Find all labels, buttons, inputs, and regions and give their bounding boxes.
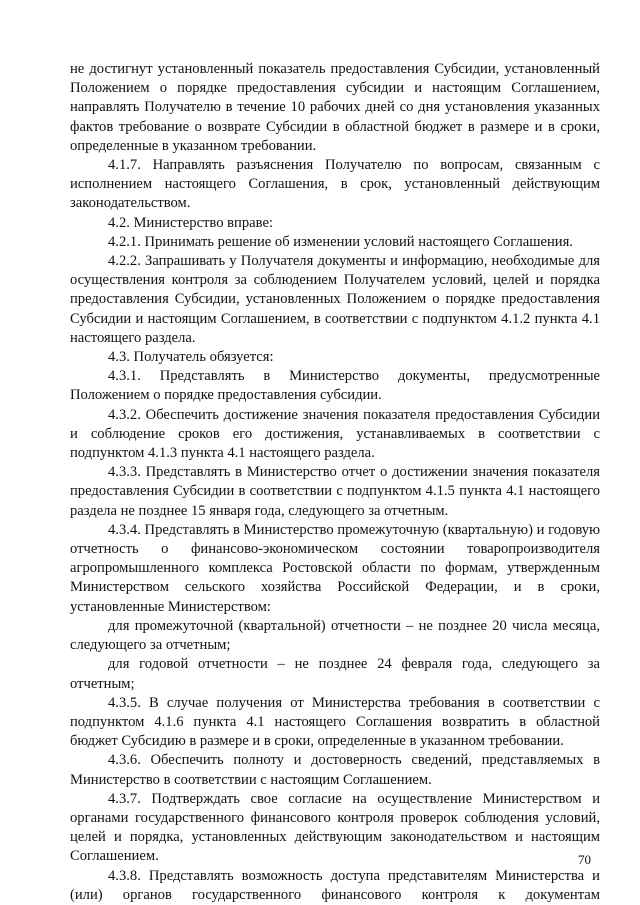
paragraph-4-3-8: 4.3.8. Представлять возможность доступа представителям Министерства и (или) органов государственного финансового контроля к документам bbox=[70, 867, 600, 903]
paragraph-4-3-7: 4.3.7. Подтверждать свое согласие на осуществление Министерством и органами государственного финансового контроля проверок соблюдения условий, целей и порядка, установленных действующим законодательством и настоящим Соглашением. bbox=[70, 790, 600, 865]
document-body bbox=[70, 60, 600, 905]
paragraph-4-3-5: 4.3.5. В случае получения от Министерства требования в соответствии с подпунктом 4.1.6 пункта 4.1 настоящего Соглашения возвратить в областной бюджет Субсидию в размере и в сроки, определенные в указанном требовании. bbox=[70, 694, 600, 750]
paragraph-4-1-7: 4.1.7. Направлять разъяснения Получателю по вопросам, связанным с исполнением настоящего Соглашения, в срок, установленный действующим законодательством. bbox=[70, 157, 600, 212]
paragraph-4-3-4: 4.3.4. Представлять в Министерство промежуточную (квартальную) и годовую отчетность о финансово-экономическом состоянии товаропроизводителя агропромышленного комплекса Ростовской области по формам, утвержденным Министерством сельского хозяйства Российской Федерации, и в сроки, установленные Министерством: bbox=[70, 521, 600, 615]
paragraph-4-3-3: 4.3.3. Представлять в Министерство отчет о достижении значения показателя предоставления Субсидии в соответствии с подпунктом 4.1.5 пункта 4.1 настоящего раздела не позднее 15 января года, следующего за отчетным. bbox=[70, 464, 600, 519]
paragraph-4-3: 4.3. Получатель обязуется: bbox=[108, 349, 274, 366]
page-number: 70 bbox=[578, 852, 591, 867]
paragraph-continuation: не достигнут установленный показатель предоставления Субсидии, установленный Положением о порядке предоставления субсидии и настоящим Соглашением, направлять Получателю в течение 10 рабочих дней со дня установления указанных фактов требование о возврате Субсидии в областной бюджет в размере и в сроки, определенные в указанном требовании. bbox=[70, 61, 600, 154]
paragraph-4-3-2: 4.3.2. Обеспечить достижение значения показателя предоставления Субсидии и соблюдение сроков его достижения, устанавливаемых в соответствии с подпунктом 4.1.3 пункта 4.1 настоящего раздела. bbox=[70, 406, 600, 462]
paragraph-4-2-2: 4.2.2. Запрашивать у Получателя документы и информацию, необходимые для осуществления контроля за соблюдением Получателем условий, целей и порядка предоставления Субсидии, установленных Положением о порядке предоставления Субсидии и настоящим Соглашением, в соответствии с подпунктом 4.1.2 пункта 4.1 настоящего раздела. bbox=[70, 253, 600, 346]
paragraph-quarterly-reporting: для промежуточной (квартальной) отчетности – не позднее 20 числа месяца, следующего за отчетным; bbox=[70, 617, 600, 654]
paragraph-annual-reporting: для годовой отчетности – не позднее 24 февраля года, следующего за отчетным; bbox=[70, 656, 600, 692]
paragraph-4-2: 4.2. Министерство вправе: bbox=[108, 214, 273, 231]
paragraph-4-3-6: 4.3.6. Обеспечить полноту и достоверность сведений, представляемых в Министерство в соответствии с настоящим Соглашением. bbox=[70, 752, 600, 788]
paragraph-4-3-1: 4.3.1. Представлять в Министерство документы, предусмотренные Положением о порядке предоставления субсидии. bbox=[70, 368, 600, 404]
paragraph-4-2-1: 4.2.1. Принимать решение об изменении условий настоящего Соглашения. bbox=[108, 233, 573, 250]
